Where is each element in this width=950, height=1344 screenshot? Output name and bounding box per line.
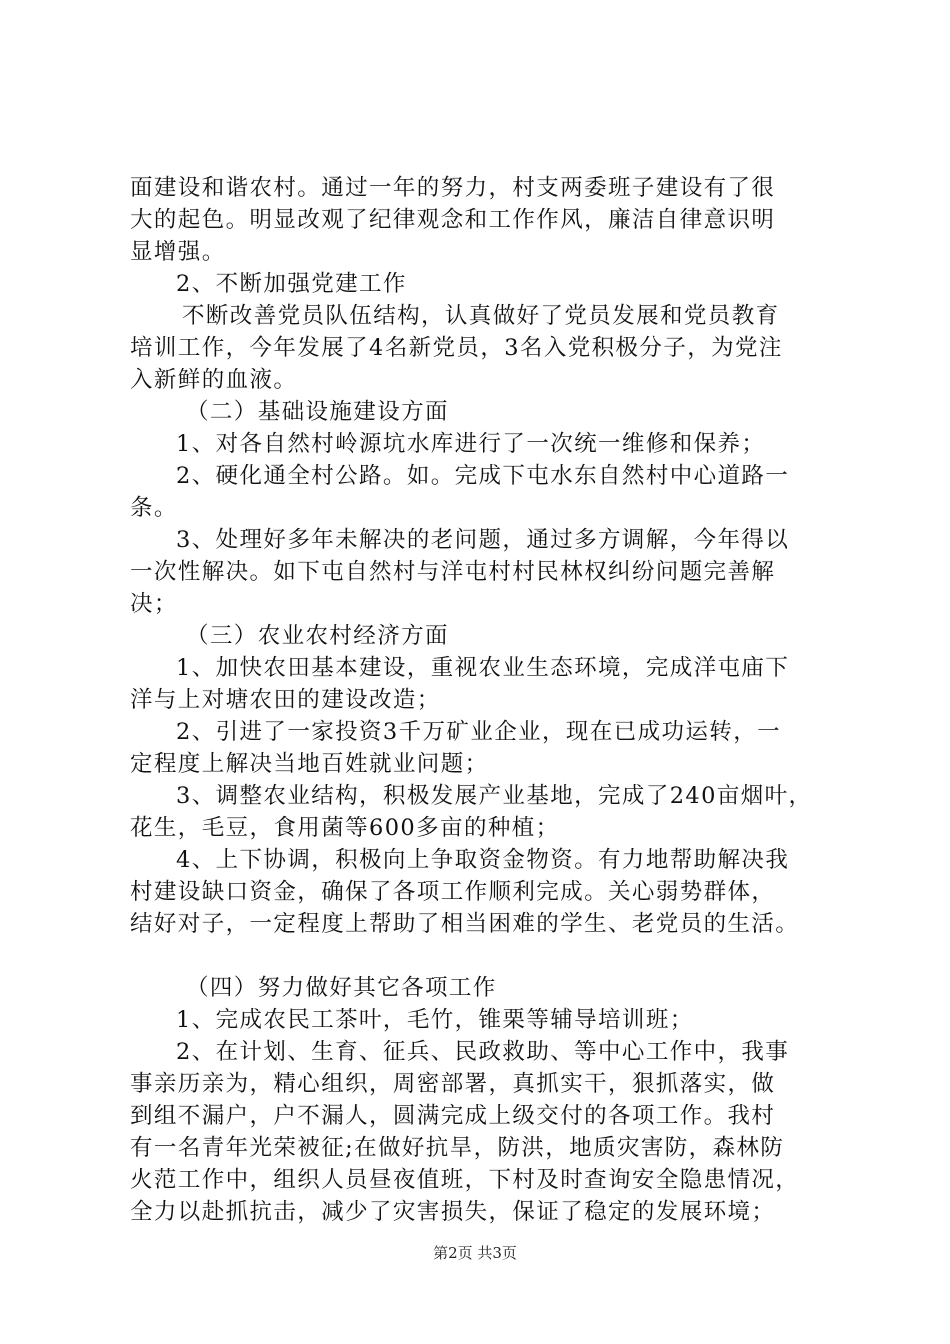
paragraph-line: 事亲历亲为，精心组织，周密部署，真抓实干，狠抓落实，做 bbox=[130, 1071, 776, 1097]
paragraph-line: 结好对子，一定程度上帮助了相当困难的学生、老党员的生活。 bbox=[130, 911, 800, 937]
paragraph-line: 培训工作，今年发展了4名新党员，3名入党积极分子，为党注 bbox=[130, 335, 783, 361]
paragraph-line: 定程度上解决当地百姓就业问题； bbox=[130, 751, 489, 777]
section-heading: （三）农业农村经济方面 bbox=[186, 623, 449, 649]
list-item: 4、上下协调，积极向上争取资金物资。有力地帮助解决我 bbox=[176, 847, 790, 873]
paragraph-line: 不断改善党员队伍结构，认真做好了党员发展和党员教育 bbox=[182, 303, 780, 329]
list-item: 1、对各自然村岭源坑水库进行了一次统一维修和保养； bbox=[176, 431, 766, 457]
paragraph-line: 花生，毛豆，食用菌等600多亩的种植； bbox=[130, 815, 560, 841]
paragraph-line: 村建设缺口资金，确保了各项工作顺利完成。关心弱势群体， bbox=[130, 879, 776, 905]
blank-line bbox=[130, 940, 845, 972]
section-heading: 2、不断加强党建工作 bbox=[176, 271, 407, 297]
list-item: 2、引进了一家投资3千万矿业企业，现在已成功运转，一 bbox=[176, 719, 782, 745]
paragraph-line: 条。 bbox=[130, 495, 178, 521]
list-item: 1、加快农田基本建设，重视农业生态环境，完成洋屯庙下 bbox=[176, 655, 790, 681]
paragraph-line: 火范工作中，组织人员昼夜值班，下村及时查询安全隐患情况， bbox=[130, 1167, 800, 1193]
paragraph-line: 有一名青年光荣被征;在做好抗旱，防洪，地质灾害防，森林防 bbox=[130, 1135, 785, 1161]
list-item: 3、处理好多年未解决的老问题，通过多方调解，今年得以 bbox=[176, 527, 790, 553]
document-body bbox=[130, 172, 845, 1228]
list-item: 1、完成农民工茶叶，毛竹，锥栗等辅导培训班； bbox=[176, 1007, 694, 1033]
paragraph-line: 决； bbox=[130, 591, 178, 617]
list-item: 2、在计划、生育、征兵、民政救助、等中心工作中，我事 bbox=[176, 1039, 790, 1065]
paragraph-line: 到组不漏户，户不漏人，圆满完成上级交付的各项工作。我村 bbox=[130, 1103, 776, 1129]
list-item: 2、硬化通全村公路。如。完成下屯水东自然村中心道路一 bbox=[176, 463, 790, 489]
paragraph-line: 显增强。 bbox=[130, 239, 226, 265]
paragraph-line: 大的起色。明显改观了纪律观念和工作作风，廉洁自律意识明 bbox=[130, 207, 776, 233]
page-number-footer: 第2页 共3页 bbox=[433, 1244, 517, 1262]
paragraph-line: 一次性解决。如下屯自然村与洋屯村村民林权纠纷问题完善解 bbox=[130, 559, 776, 585]
section-heading: （四）努力做好其它各项工作 bbox=[186, 975, 497, 1001]
section-heading: （二）基础设施建设方面 bbox=[186, 399, 449, 425]
paragraph-line: 面建设和谐农村。通过一年的努力，村支两委班子建设有了很 bbox=[130, 175, 776, 201]
paragraph-line: 入新鲜的血液。 bbox=[130, 367, 298, 393]
paragraph-line: 全力以赴抓抗击，减少了灾害损失，保证了稳定的发展环境； bbox=[130, 1199, 776, 1225]
list-item: 3、调整农业结构，积极发展产业基地，完成了240亩烟叶， bbox=[176, 783, 813, 809]
paragraph-line: 洋与上对塘农田的建设改造； bbox=[130, 687, 441, 713]
